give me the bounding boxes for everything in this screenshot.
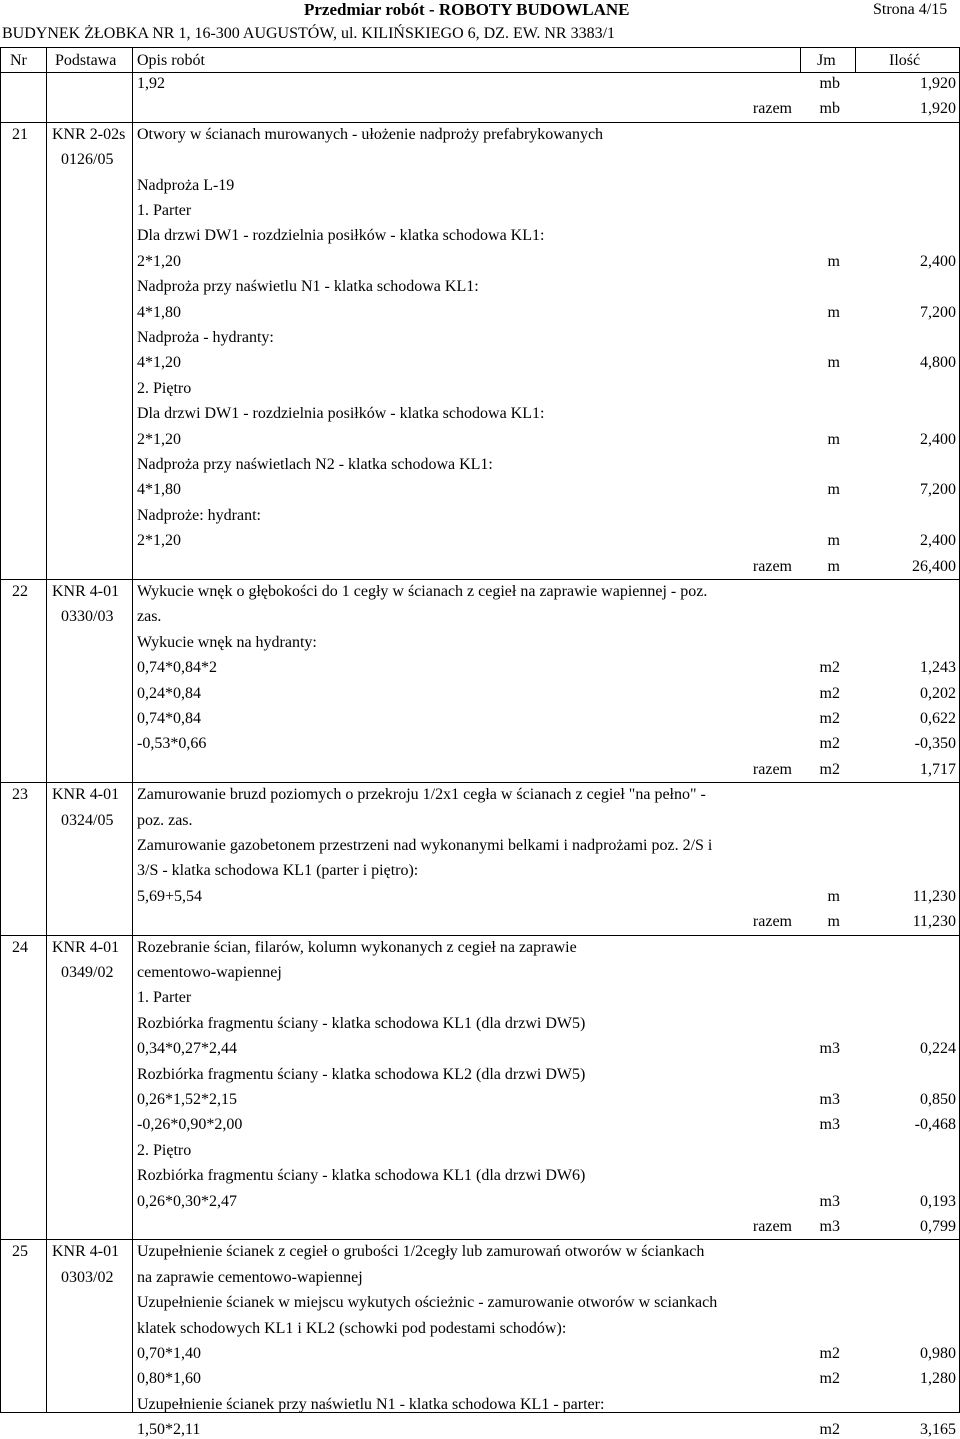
col-header-qty: Ilość xyxy=(889,52,921,69)
calc-expression: 1,92 xyxy=(137,75,165,92)
basis-code-suffix: 0126/05 xyxy=(61,151,114,169)
unit-value: m3 xyxy=(819,1116,840,1134)
quantity-value: 1,717 xyxy=(920,760,956,778)
row-divider xyxy=(0,122,960,123)
unit-value: m xyxy=(827,557,840,575)
position-title: Rozebranie ścian, filarów, kolumn wykonanych z cegieł na zaprawie xyxy=(137,938,577,956)
calc-expression: 4*1,20 xyxy=(137,354,181,372)
quantity-value: 0,980 xyxy=(920,1345,956,1362)
row-divider xyxy=(0,1239,960,1240)
section-note: Nadproże: hydrant: xyxy=(137,506,261,524)
unit-value: m2 xyxy=(819,710,840,727)
quantity-value: 0,224 xyxy=(920,1040,956,1058)
position-title: Wykucie wnęk o głębokości do 1 cegły w ścianach z cegieł na zaprawie wapiennej - poz. xyxy=(137,583,708,600)
calc-expression: 2*1,20 xyxy=(137,430,181,448)
unit-value: m xyxy=(827,887,840,905)
section-note: Uzupełnienie ścianek przy naświetlu N1 - klatka schodowa KL1 - parter: xyxy=(137,1395,605,1413)
unit-value: m2 xyxy=(819,1345,840,1362)
calc-expression: 4*1,80 xyxy=(137,481,181,499)
column-divider xyxy=(800,47,801,72)
calc-expression: 5,69+5,54 xyxy=(137,887,203,905)
calc-expression: 0,34*0,27*2,44 xyxy=(137,1040,237,1058)
position-description-cont: klatek schodowych KL1 i KL2 (schowki pod podestami schodów): xyxy=(137,1319,567,1337)
quantity-value: 1,243 xyxy=(920,659,956,677)
position-title: Uzupełnienie ścianek z cegieł o grubości 1/2cegły lub zamurowań otworów w ściankach xyxy=(137,1243,705,1261)
unit-value: m xyxy=(827,913,840,931)
unit-value: m xyxy=(827,252,840,270)
page-number: Strona 4/15 xyxy=(873,1,948,18)
row-divider xyxy=(0,935,960,936)
basis-code: KNR 2-02s xyxy=(52,125,126,143)
quantity-value: 26,400 xyxy=(912,557,956,575)
quantity-value: 7,200 xyxy=(920,481,956,499)
position-description: Uzupełnienie ścianek w miejscu wykutych ościeżnic - zamurowanie otworów w sciankach xyxy=(137,1294,718,1312)
position-title-cont: cementowo-wapiennej xyxy=(137,964,282,981)
unit-value: m2 xyxy=(819,735,840,753)
quantity-value: 11,230 xyxy=(912,913,956,931)
col-header-unit: Jm xyxy=(817,52,836,69)
unit-value: m3 xyxy=(819,1040,840,1058)
sum-label: razem xyxy=(752,557,792,575)
row-divider xyxy=(0,579,960,580)
position-title-cont: poz. zas. xyxy=(137,811,193,829)
position-number: 23 xyxy=(12,786,28,804)
unit-value: m3 xyxy=(819,1091,840,1108)
unit-value: m3 xyxy=(819,1218,840,1235)
section-note: Nadproża przy naświetlu N1 - klatka schodowa KL1: xyxy=(137,278,479,296)
basis-code-suffix: 0349/02 xyxy=(61,964,114,981)
unit-value: mb xyxy=(819,100,840,118)
unit-value: mb xyxy=(819,75,840,92)
unit-value: m2 xyxy=(819,1421,840,1439)
basis-code-suffix: 0324/05 xyxy=(61,811,114,829)
calc-expression: 0,80*1,60 xyxy=(137,1370,201,1388)
unit-value: m xyxy=(827,303,840,321)
quantity-value: 0,193 xyxy=(920,1192,956,1210)
basis-code-suffix: 0303/02 xyxy=(61,1268,114,1286)
section-note: Nadproża L-19 xyxy=(137,176,235,194)
basis-code: KNR 4-01 xyxy=(52,583,120,600)
quantity-value: 1,280 xyxy=(920,1370,956,1388)
section-note: Nadproża przy naświetlach N2 - klatka schodowa KL1: xyxy=(137,456,493,473)
col-header-nr: Nr xyxy=(10,52,27,69)
unit-value: m xyxy=(827,354,840,372)
quantity-value: 1,920 xyxy=(920,75,956,92)
calc-expression: 0,74*0,84 xyxy=(137,710,201,727)
quantity-value: 2,400 xyxy=(920,252,956,270)
section-note: Rozbiórka fragmentu ściany - klatka schodowa KL1 (dla drzwi DW5) xyxy=(137,1014,586,1032)
calc-expression: 0,74*0,84*2 xyxy=(137,659,217,677)
calc-expression: -0,53*0,66 xyxy=(137,735,207,753)
quantity-value: 0,202 xyxy=(920,684,956,702)
column-divider xyxy=(132,47,133,1412)
position-title: Zamurowanie bruzd poziomych o przekroju 1/2x1 cegła w ścianach z cegieł "na pełno" - xyxy=(137,786,706,804)
section-note: Wykucie wnęk na hydranty: xyxy=(137,633,317,651)
calc-expression: 4*1,80 xyxy=(137,303,181,321)
unit-value: m2 xyxy=(819,659,840,677)
column-divider xyxy=(46,47,47,1412)
quantity-value: 0,799 xyxy=(920,1218,956,1235)
col-header-basis: Podstawa xyxy=(55,52,117,69)
quantity-value: 0,622 xyxy=(920,710,956,727)
calc-expression: 2*1,20 xyxy=(137,532,181,550)
unit-value: m xyxy=(827,532,840,550)
section-note: 2. Piętro xyxy=(137,379,192,397)
quantity-value: -0,350 xyxy=(914,735,956,753)
section-note: Rozbiórka fragmentu ściany - klatka schodowa KL2 (dla drzwi DW5) xyxy=(137,1065,586,1083)
sum-label: razem xyxy=(752,100,792,118)
basis-code: KNR 4-01 xyxy=(52,938,120,956)
sum-label: razem xyxy=(752,1218,792,1235)
quantity-value: 11,230 xyxy=(912,887,956,905)
quantity-value: 7,200 xyxy=(920,303,956,321)
section-note: Dla drzwi DW1 - rozdzielnia posiłków - klatka schodowa KL1: xyxy=(137,227,545,245)
quantity-value: 1,920 xyxy=(920,100,956,118)
col-header-desc: Opis robót xyxy=(137,52,205,69)
header-bottom-border xyxy=(0,72,960,73)
column-divider xyxy=(0,47,1,1412)
basis-code: KNR 4-01 xyxy=(52,1243,120,1261)
sum-label: razem xyxy=(752,760,792,778)
section-note: Dla drzwi DW1 - rozdzielnia posiłków - klatka schodowa KL1: xyxy=(137,405,545,423)
section-note: Nadproża - hydranty: xyxy=(137,329,274,346)
page-title: Przedmiar robót - ROBOTY BUDOWLANE xyxy=(304,0,630,19)
calc-expression: 0,26*1,52*2,15 xyxy=(137,1091,237,1108)
position-number: 25 xyxy=(12,1243,28,1261)
section-note: Rozbiórka fragmentu ściany - klatka schodowa KL1 (dla drzwi DW6) xyxy=(137,1167,586,1185)
section-note: 1. Parter xyxy=(137,989,192,1007)
calc-expression: 1,50*2,11 xyxy=(137,1421,201,1439)
calc-expression: 0,70*1,40 xyxy=(137,1345,201,1362)
building-info: BUDYNEK ŻŁOBKA NR 1, 16-300 AUGUSTÓW, ul. KILIŃSKIEGO 6, DZ. EW. NR 3383/1 xyxy=(2,25,616,42)
quantity-value: -0,468 xyxy=(914,1116,956,1134)
quantity-value: 3,165 xyxy=(920,1421,956,1439)
section-note: 1. Parter xyxy=(137,202,192,219)
unit-value: m2 xyxy=(819,684,840,702)
calc-expression: 0,24*0,84 xyxy=(137,684,201,702)
unit-value: m2 xyxy=(819,1370,840,1388)
basis-code-suffix: 0330/03 xyxy=(61,608,114,626)
unit-value: m3 xyxy=(819,1192,840,1210)
quantity-value: 2,400 xyxy=(920,430,956,448)
calc-expression: -0,26*0,90*2,00 xyxy=(137,1116,243,1134)
basis-code: KNR 4-01 xyxy=(52,786,120,804)
calc-expression: 0,26*0,30*2,47 xyxy=(137,1192,237,1210)
position-number: 22 xyxy=(12,583,28,600)
row-divider xyxy=(0,782,960,783)
calc-expression: 2*1,20 xyxy=(137,252,181,270)
unit-value: m xyxy=(827,481,840,499)
position-description-cont: 3/S - klatka schodowa KL1 (parter i piętro): xyxy=(137,862,419,880)
quantity-value: 2,400 xyxy=(920,532,956,550)
table-top-border xyxy=(0,47,960,48)
quantity-value: 0,850 xyxy=(920,1091,956,1108)
sum-label: razem xyxy=(752,913,792,931)
column-divider xyxy=(855,47,856,72)
position-title-cont: na zaprawie cementowo-wapiennej xyxy=(137,1268,363,1286)
section-note: 2. Piętro xyxy=(137,1141,192,1159)
quantity-value: 4,800 xyxy=(920,354,956,372)
unit-value: m xyxy=(827,430,840,448)
position-description: Zamurowanie gazobetonem przestrzeni nad wykonanymi belkami i nadprożami poz. 2/S i xyxy=(137,837,713,854)
position-number: 24 xyxy=(12,938,28,956)
unit-value: m2 xyxy=(819,760,840,778)
position-title-cont: zas. xyxy=(137,608,162,626)
position-number: 21 xyxy=(12,125,28,143)
position-title: Otwory w ścianach murowanych - ułożenie nadproży prefabrykowanych xyxy=(137,125,604,143)
